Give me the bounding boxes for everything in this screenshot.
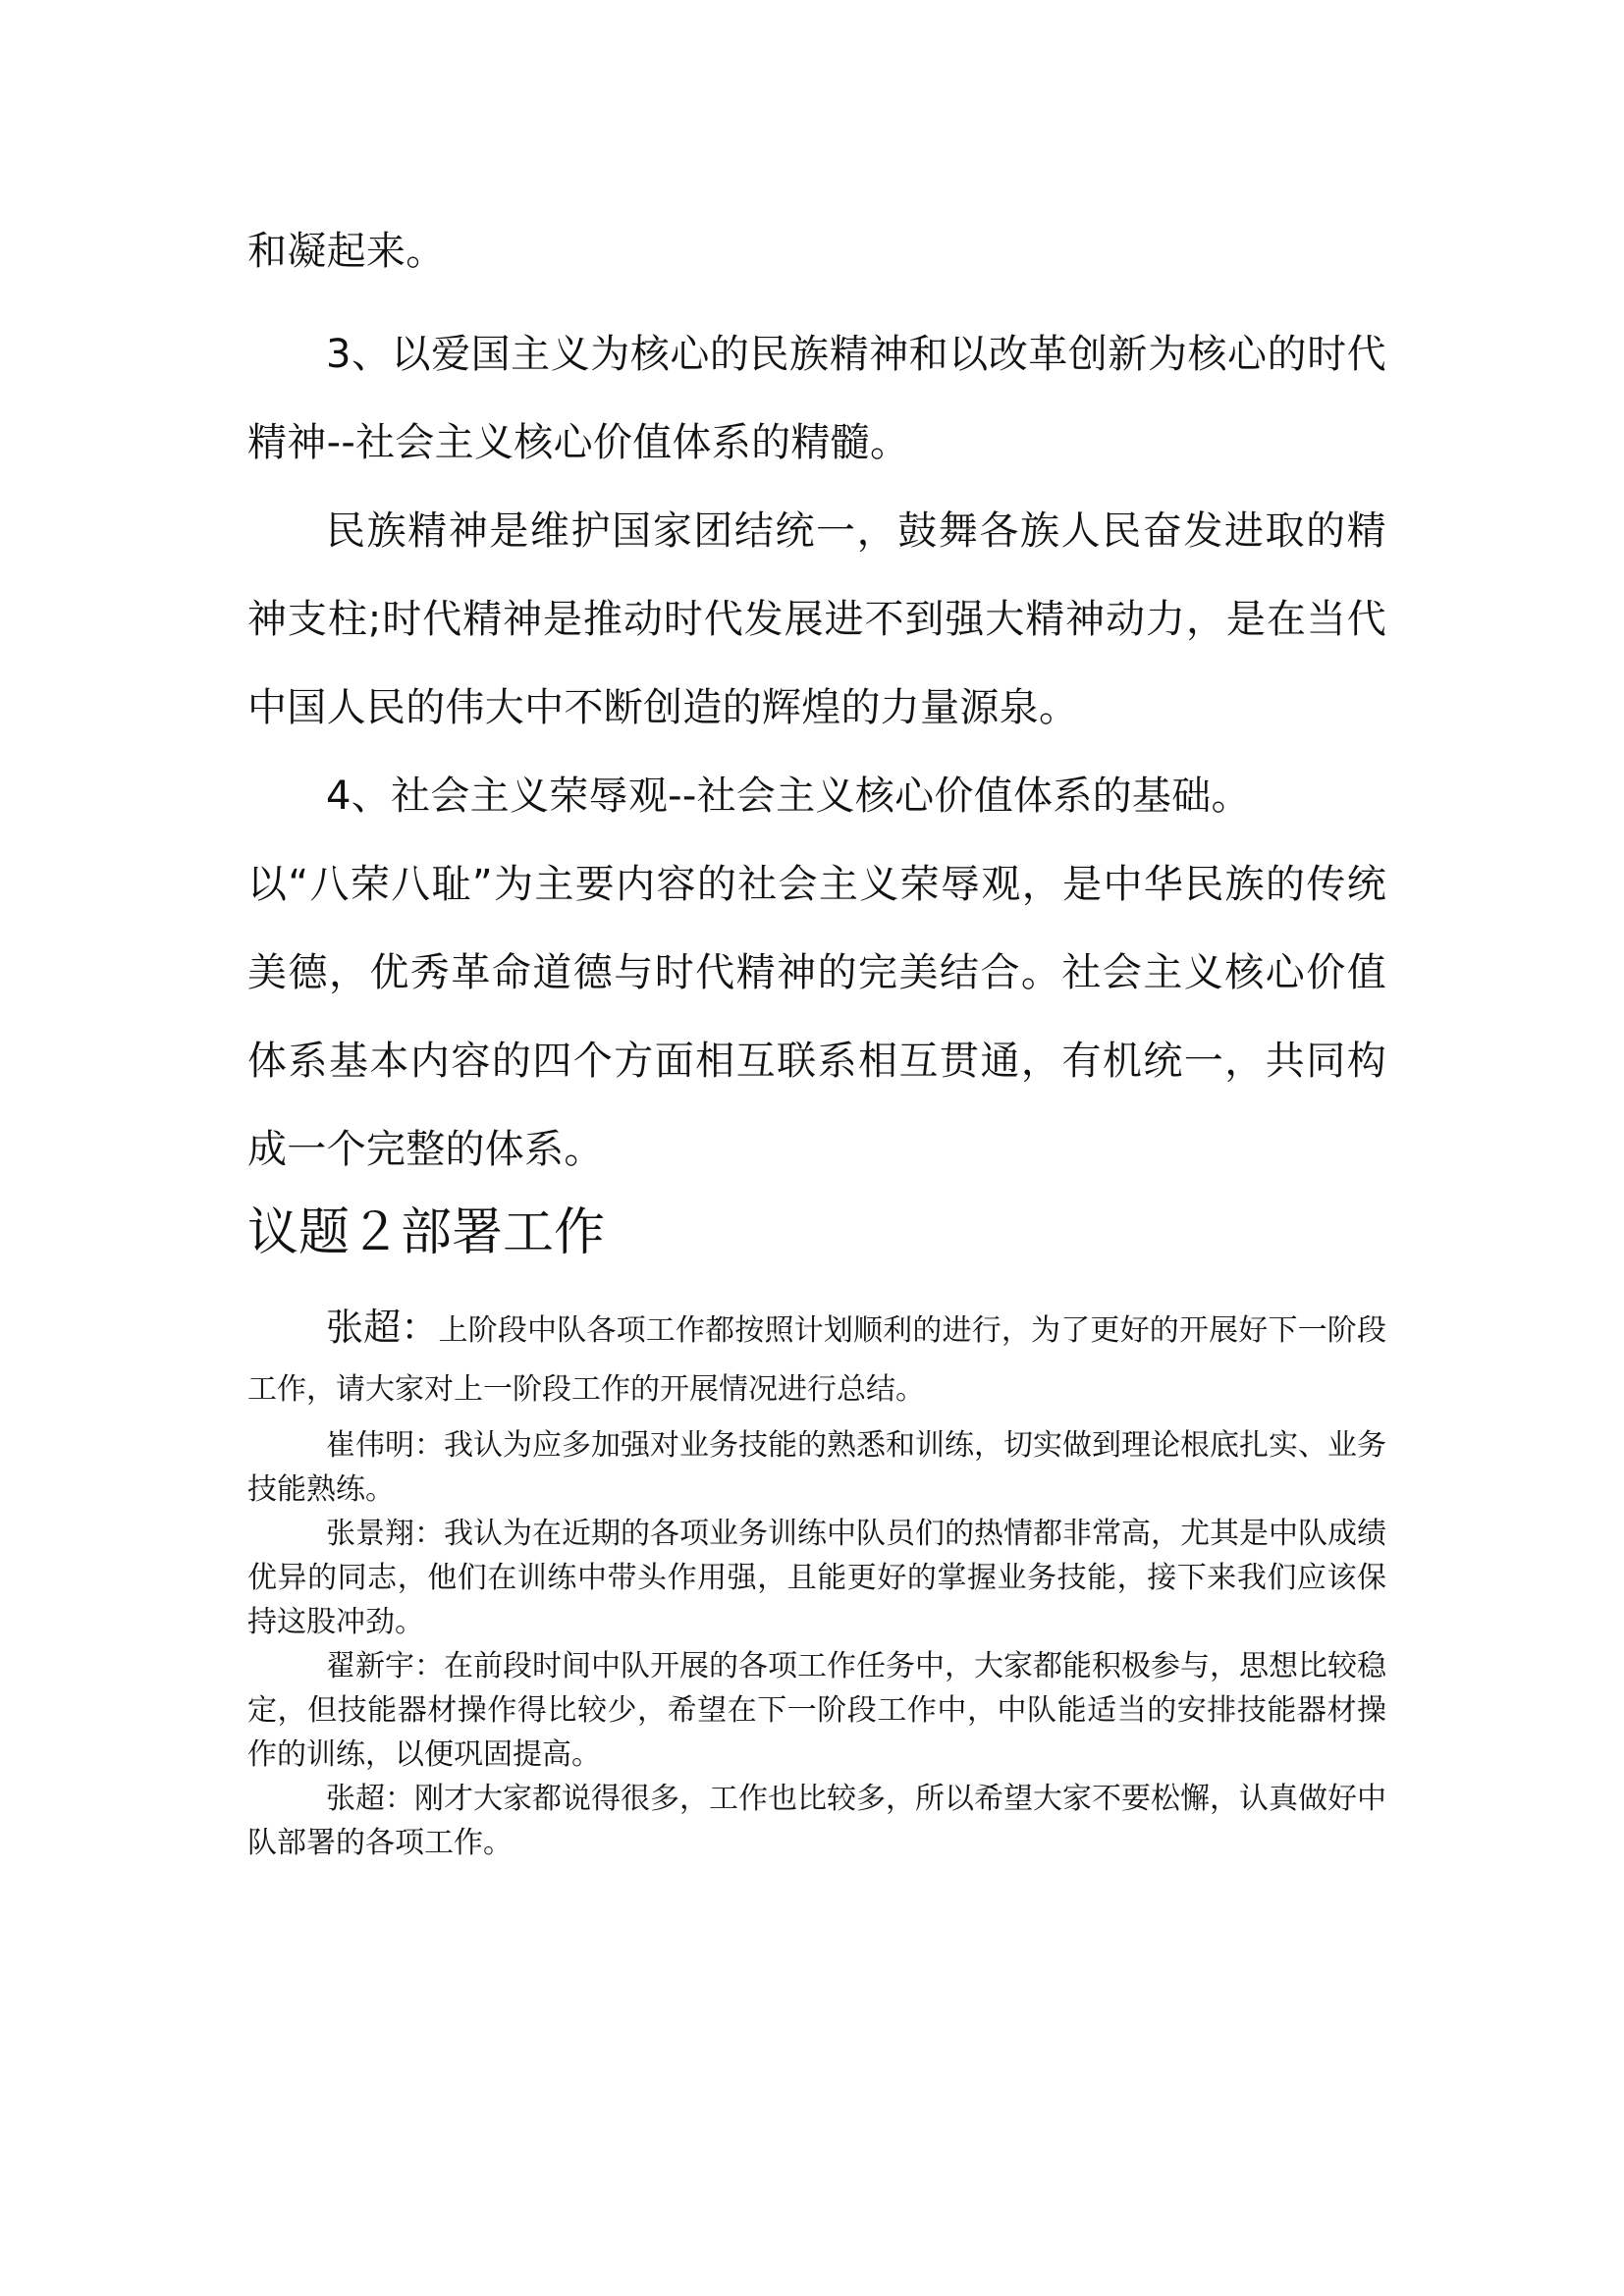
minute-entry [247,1512,1386,1644]
minute-speaker: 翟新宇： [326,1649,444,1683]
minute-text: 刚才大家都说得很多，工作也比较多，所以希望大家不要松懈，认真做好中队部署的各项工作。 [247,1782,1386,1860]
section-3-heading: 3、以爱国主义为核心的民族精神和以改革创新为核心的时代精神--社会主义核心价值体系的精髓。 [247,332,1386,465]
minute-text: 上阶段中队各项工作都按照计划顺利的进行，为了更好的开展好下一阶段工作，请大家对上一阶段工作的开展情况进行总结。 [247,1313,1386,1407]
minute-text: 我认为应多加强对业务技能的熟悉和训练，切实做到理论根底扎实、业务技能熟练。 [247,1428,1386,1507]
minute-text: 在前段时间中队开展的各项工作任务中，大家都能积极参与，思想比较稳定，但技能器材操作得比较少，希望在下一阶段工作中，中队能适当的安排技能器材操作的训练，以便巩固提高。 [247,1649,1386,1772]
section-4-heading: 4、社会主义荣辱观--社会主义核心价值体系的基础。 [326,774,1251,819]
minute-speaker: 崔伟明： [326,1428,444,1463]
minute-speaker: 张超： [326,1782,414,1816]
minute-entry [247,1423,1386,1512]
topic-title: 议题２部署工作 [247,1203,606,1262]
minute-entry [247,1777,1386,1865]
minute-speaker: 张超： [326,1306,439,1349]
document-page [247,222,1386,1865]
section-4-body: 以“八荣八耻”为主要内容的社会主义荣辱观，是中华民族的传统美德，优秀革命道德与时代精神的完美结合。社会主义核心价值体系基本内容的四个方面相互联系相互贯通，有机统一，共同构成一个完整的体系。 [247,862,1386,1172]
minute-text: 我认为在近期的各项业务训练中队员们的热情都非常高，尤其是中队成绩优异的同志，他们在训练中带头作用强，且能更好的掌握业务技能，接下来我们应该保持这股冲劲。 [247,1517,1386,1639]
intro-continuation: 和凝起来。 [247,229,446,274]
section-3-body: 民族精神是维护国家团结统一，鼓舞各族人民奋发进取的精神支柱;时代精神是推动时代发展进不到强大精神动力，是在当代中国人民的伟大中不断创造的辉煌的力量源泉。 [247,508,1386,730]
minute-entry [247,1298,1386,1419]
minute-entry [247,1644,1386,1777]
minute-speaker: 张景翔： [326,1517,444,1551]
